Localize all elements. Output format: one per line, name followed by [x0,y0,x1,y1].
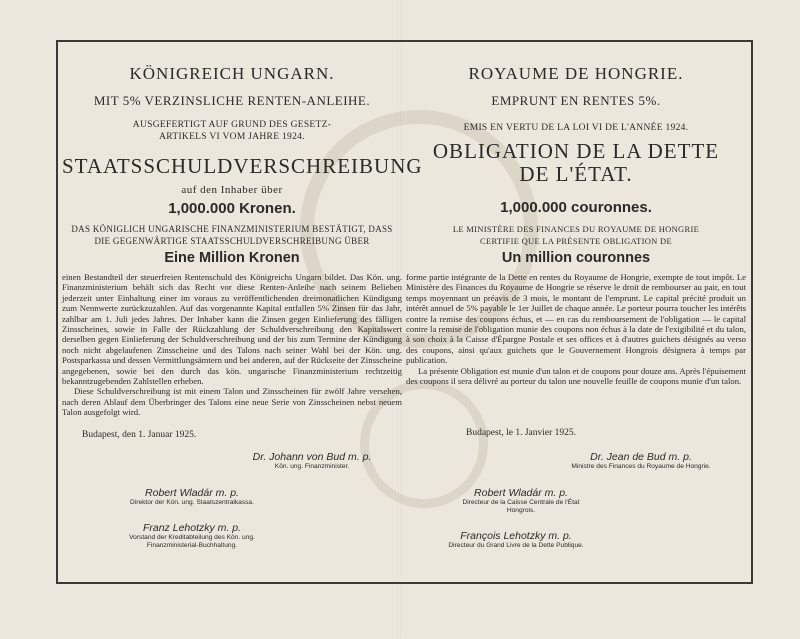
signature-name: Franz Lehotzky m. p. [142,522,242,534]
left-signature-director [92,487,292,507]
signature-title-line1: Vorstand der Kreditabteilung des Kön. ung. [129,534,255,541]
signature-title: Direktor der Kön. ung. Staatszentralkassa. [130,499,254,506]
left-subtitle: MIT 5% VERZINSLICHE RENTEN-ANLEIHE. [93,93,371,108]
signature-name: Dr. Jean de Bud m. p. [590,451,692,463]
signature-title: Kön. ung. Finanzminister. [274,463,350,470]
left-terms [62,272,402,418]
left-paragraph-1: einen Bestandteil der steuerfreien Rentenschuld des Königreichs Ungarn bildet. Das Kön. ung. Finanzministerium behält sich das Recht vor diese Renten-Anleihe nach seinem Belieben jederzeit unter Einhaltung einer im voraus zu veröffentlichenden dreimonatlichen Kündigung zum Nennwerte zurückzuzahlen. Auf das vorgenannte Kapital entfallen 5% Zinsen für das Jahr, zahlbar am 1. Juli jedes Jahres. Der Inhaber kann die Zinsen gegen Einlieferung des fälligen Zinsscheines, sowie in Falle der Rückzahlung der Schuldverschreibung den Kapitalswert derselben gegen Einlieferung der Schuldverschreibung und der bis zum Termine der Kündigung noch nicht abgelaufenen Zinsscheine und des Talons nach seiner Wahl bei der Kön. ung. Postsparkassa und dessen Vermittlungsämtern und bei anderen, auf der Rückseite der Zinsscheine angegebenen, sowie bei den durch das kön. ungarische Finanzministerium rechtzeitig bekanntzugebenden Zahlstellen erheben. [62,272,402,387]
left-signature-accounting [92,522,292,550]
signature-title-line2: Finanzministerial-Buchhaltung. [146,542,238,549]
right-paragraph-2: La présente Obligation est munie d'un talon et de coupons pour douze ans. Après l'épuisement des coupons il sera délivré au porteur du talon une nouvelle feuille de coupons munie d'un talon. [406,365,746,387]
signature-title: Directeur du Grand Livre de la Dette Publique. [448,542,584,549]
right-signature-director [426,487,616,515]
left-certify-line2: DIE GEGENWÄRTIGE STAATSSCHULDVERSCHREIBUNG ÜBER [94,236,370,246]
right-subtitle: EMPRUNT EN RENTES 5%. [491,93,661,108]
signature-title-line2: Hongrois. [506,507,536,514]
right-amount-words: Un million couronnes [501,250,651,266]
right-paragraph-1: forme partie intégrante de la Dette en rentes du Royaume de Hongrie, exempte de tout impôt. Le Ministère des Finances du Royaume de Hongrie se réserve le droit de rembourser au pair, en tout temps moyennant un préavis de 3 mois, le montant de l'emprunt. Le capital précité produit un intérêt annuel de 5% payable le 1er Juillet de chaque année. Le porteur pourra toucher les intérêts contre la remise des coupons échus, et — en cas du remboursement de l'obligation — le capital contre la remise de l'obligation munie des coupons non échus à la date de l'exigibilité et du talon, à son choix à la Caisse d'Épargne Postale et ses offices et à d'autres guichets désignés au verso des coupons, ainsi qu'aux guichets que le Gouvernement Hongrois désignera à temps par publication. [406,272,746,366]
left-paragraph-2: Diese Schuldverschreibung ist mit einem Talon und Zinsscheinen für zwölf Jahre versehen, nach deren Ablauf dem Überbringer des Talons eine neue Serie von Zinsscheinen nebst neuem Talon ausgefolgt wird. [62,386,402,418]
right-terms [406,272,746,386]
right-amount: 1,000.000 couronnes. [500,199,652,216]
right-signature-ledger [416,530,616,550]
left-amount-words: Eine Million Kronen [164,250,300,266]
right-place-date: Budapest, le 1. Janvier 1925. [466,428,577,438]
left-certify-line1: DAS KÖNIGLICH UNGARISCHE FINANZMINISTERIUM BESTÄTIGT, DASS [71,224,393,234]
left-title: KÖNIGREICH UNGARN. [129,64,335,83]
left-signature-minister [222,451,402,471]
left-amount: 1,000.000 Kronen. [168,200,296,217]
right-issued: EMIS EN VERTU DE LA LOI VI DE L'ANNÉE 1924. [463,123,689,133]
right-signature-minister [536,451,746,471]
signature-title-line1: Directeur de la Caisse Centrale de l'État [462,499,580,506]
left-bearer: auf den Inhaber über [181,184,283,196]
right-heading-line2: DE L'ÉTAT. [519,162,633,186]
signature-name: Dr. Johann von Bud m. p. [252,451,372,463]
right-title: ROYAUME DE HONGRIE. [468,64,684,83]
right-heading-line1: OBLIGATION DE LA DETTE [432,139,720,163]
signature-title: Ministre des Finances du Royaume de Hongrie. [571,463,711,470]
left-issued-line1: AUSGEFERTIGT AUF GRUND DES GESETZ- [132,120,332,130]
signature-name: François Lehotzky m. p. [460,530,572,542]
left-place-date: Budapest, den 1. Januar 1925. [82,430,197,440]
left-issued-line2: ARTIKELS VI VOM JAHRE 1924. [159,132,305,142]
signature-name: Robert Wladár m. p. [474,487,568,499]
left-heading: STAATSSCHULDVERSCHREIBUNG [62,154,423,178]
signature-name: Robert Wladár m. p. [145,487,239,499]
right-certify-line2: CERTIFIE QUE LA PRÉSENTE OBLIGATION DE [480,236,672,246]
right-certify-line1: LE MINISTÈRE DES FINANCES DU ROYAUME DE HONGRIE [452,224,700,234]
